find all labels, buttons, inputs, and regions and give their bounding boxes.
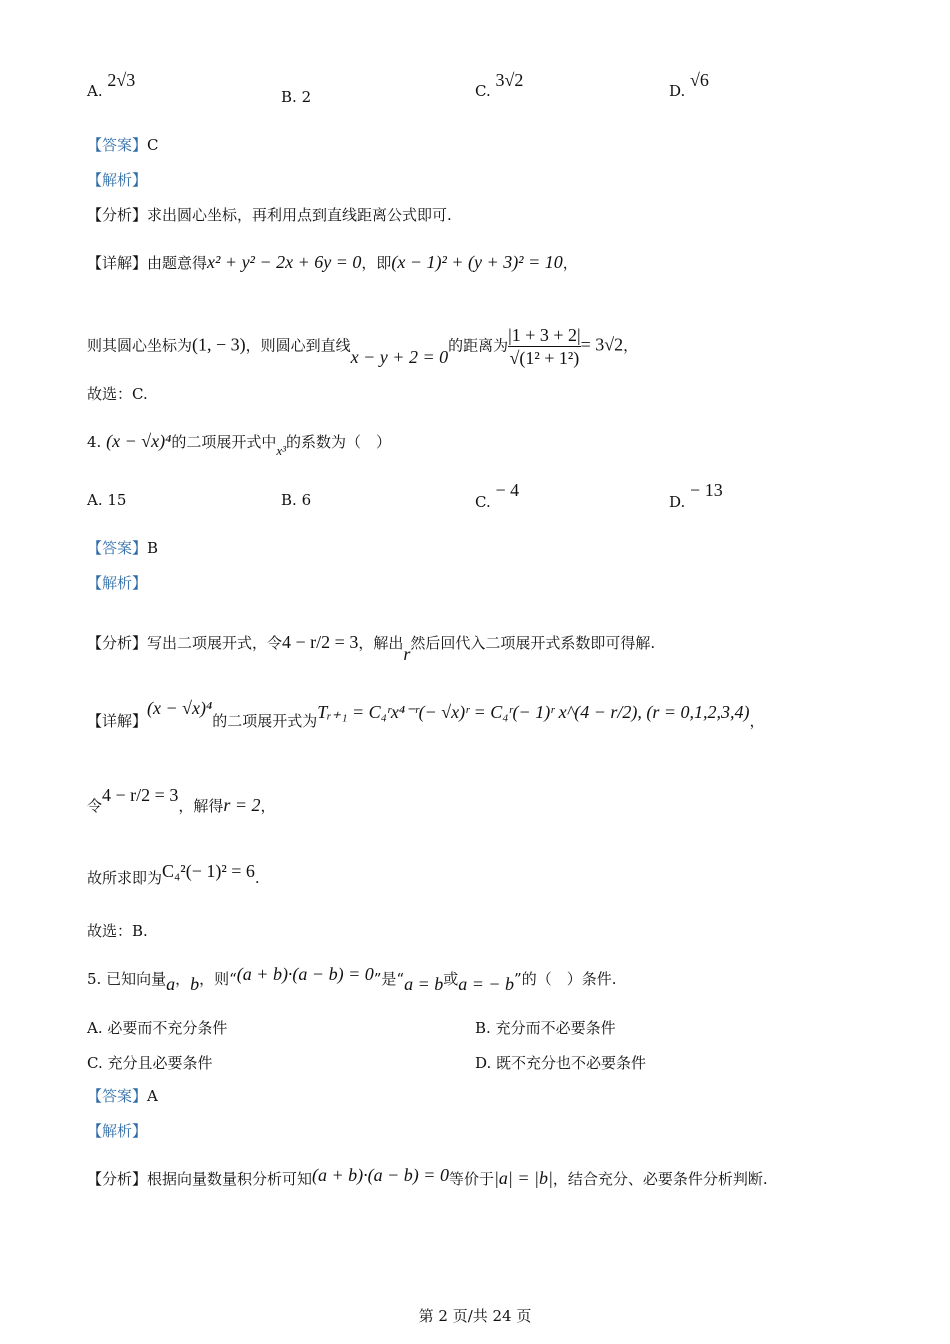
option-label: A. [87,82,103,100]
q3-option-c [475,70,524,101]
option-value: 6 [301,491,312,509]
expression: (x − √x)⁴ [106,431,172,451]
q3-answer [87,134,159,156]
q4-conclusion: 故选：B. [87,922,148,940]
option-value: 3√2 [495,70,524,90]
result: r = 2 [223,795,261,815]
option-label: B. [281,88,297,106]
q4-question [87,430,392,458]
q4-xiangjie-line1 [87,698,765,732]
q3-xiangjie-line2 [87,324,638,369]
q4-option-d [669,480,723,511]
option-value: 必要而不充分条件 [107,1019,228,1037]
fenxi-tag: 【分析】 [87,1170,148,1188]
fenxi-text: 求出圆心坐标，再利用点到直线距离公式即可. [147,206,452,224]
answer-tag: 【答案】 [87,1087,148,1105]
text: ， [175,970,191,988]
q5-fenxi [87,1167,768,1190]
option-value: − 13 [690,480,723,500]
fenxi-tag: 【分析】 [87,634,148,652]
option-value: 充分而不必要条件 [495,1019,616,1037]
q3-option-b [281,88,311,106]
condition-2a: a = b [404,974,444,994]
text: ， [562,254,578,272]
q5-question [87,964,617,994]
q5-option-d [475,1052,646,1073]
vector-b: b [190,974,200,994]
text: 等价于 [448,1170,494,1188]
equation: C₄²(− 1)² = 6 [162,861,255,881]
text: ”的（ ）条件. [514,970,617,988]
question-number: 5. [87,970,102,988]
variable: r [403,644,411,664]
option-value: − 4 [495,480,520,500]
text: 由题意得 [147,254,208,272]
option-label: C. [475,493,491,511]
option-label: A. [87,1019,103,1037]
text: 的系数为（ ） [286,433,392,451]
vector-a: a [166,974,176,994]
q5-option-c [87,1052,213,1073]
fenxi-tag: 【分析】 [87,206,148,224]
result: = 3√2 [580,334,624,355]
option-value: √6 [690,70,709,90]
text: 然后回代入二项展开式系数即可得解. [410,634,656,652]
xiangjie-tag: 【详解】 [87,712,148,730]
q4-jiexi [87,572,147,594]
q3-xiangjie-line1 [87,251,578,274]
line-equation: x − y + 2 = 0 [350,346,449,367]
text: 则其圆心坐标为 [87,336,193,355]
text: ， [260,797,276,815]
text: ，则“ [199,970,237,988]
text: . [254,869,260,887]
equation: 4 − r/2 = 3 [102,785,179,805]
text: 或 [443,970,459,988]
text: ，即 [361,254,392,272]
option-label: D. [475,1054,492,1072]
point: (1, − 3) [192,334,246,355]
text: 写出二项展开式，令 [147,634,283,652]
option-label: C. [87,1054,103,1072]
q4-option-b [281,491,311,509]
text: 的二项展开式为 [212,712,318,730]
distance-fraction [508,324,581,369]
q4-option-a [87,491,126,509]
text: 令 [87,797,103,815]
option-label: A. [87,491,103,509]
answer-value: C [147,136,159,154]
text: ，解出 [358,634,404,652]
jiexi-tag: 【解析】 [87,1122,148,1140]
page-footer: 第 2 页/共 24 页 [418,1307,532,1325]
q3-option-a [87,70,136,101]
question-number: 4. [87,433,102,451]
option-value: 2√3 [107,70,136,90]
answer-value: A [147,1087,158,1105]
q5-option-a [87,1017,227,1038]
text: ”是“ [373,970,405,988]
q3-conclusion: 故选：C. [87,385,148,403]
q4-xiangjie-line2 [87,785,276,817]
q3-option-d [669,70,709,101]
q5-jiexi [87,1120,147,1142]
option-label: D. [669,82,686,100]
answer-tag: 【答案】 [87,539,148,557]
option-label: B. [281,491,297,509]
q5-answer [87,1085,158,1107]
term: x³ [276,443,287,458]
text: ，则圆心到直线 [245,336,351,355]
q4-option-c [475,480,520,511]
q4-answer [87,537,158,559]
equation: Tᵣ₊₁ = C₄ʳx⁴⁻ʳ(− √x)ʳ = C₄ʳ(− 1)ʳ x^(4 − r/2), (r = 0,1,2,3,4) [317,702,750,722]
text: ， [749,712,765,730]
text: ，解得 [178,797,224,815]
q3-jiexi [87,169,147,191]
text: 的二项展开式中 [171,433,277,451]
equation: x² + y² − 2x + 6y = 0 [207,252,362,272]
xiangjie-tag: 【详解】 [87,254,148,272]
q3-fenxi [87,204,452,226]
option-value: 15 [107,491,127,509]
equation: (x − 1)² + (y + 3)² = 10 [391,252,563,272]
jiexi-tag: 【解析】 [87,171,148,189]
equation: |a| = |b| [493,1168,553,1188]
equation: (a + b)·(a − b) = 0 [312,1165,449,1185]
expression: (x − √x)⁴ [147,698,213,718]
option-value: 2 [301,88,312,106]
option-value: 既不充分也不必要条件 [496,1054,647,1072]
q4-fenxi [87,631,656,664]
option-value: 充分且必要条件 [107,1054,213,1072]
answer-value: B [147,539,159,557]
option-label: D. [669,493,686,511]
condition-1: (a + b)·(a − b) = 0 [236,964,374,984]
option-label: B. [475,1019,491,1037]
q4-xiangjie-line3 [87,861,260,889]
q5-option-b [475,1017,616,1038]
jiexi-tag: 【解析】 [87,574,148,592]
answer-tag: 【答案】 [87,136,148,154]
option-label: C. [475,82,491,100]
condition-2b: a = − b [458,974,515,994]
text: ， [623,336,639,355]
text: 故所求即为 [87,869,163,887]
numerator: |1 + 3 + 2| [508,325,581,345]
equation: 4 − r/2 = 3 [282,632,359,652]
text: 的距离为 [448,336,509,355]
text: 根据向量数量积分析可知 [147,1170,313,1188]
text: ，结合充分、必要条件分析判断. [552,1170,768,1188]
text: 已知向量 [106,970,167,988]
denominator: √(1² + 1²) [509,348,580,368]
